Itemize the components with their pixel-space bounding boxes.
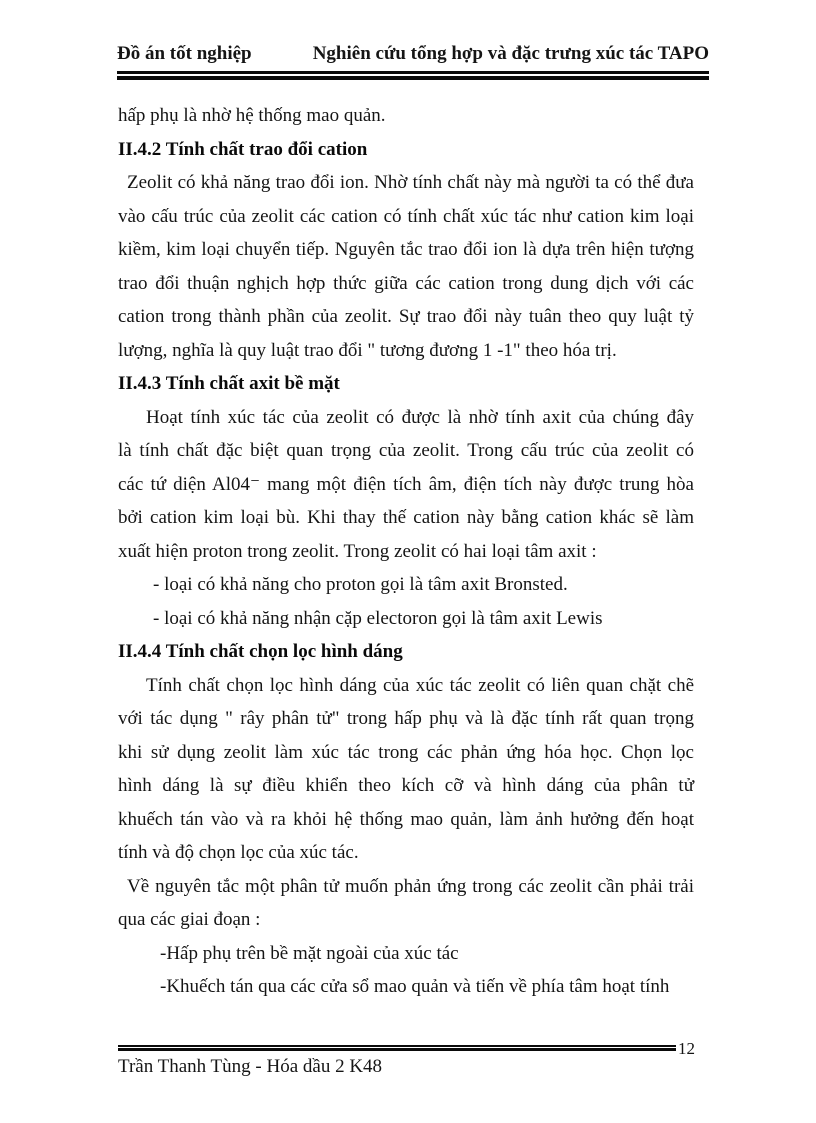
- page-number: 12: [678, 1039, 695, 1058]
- header-divider-rule: [117, 71, 709, 80]
- list-item-line: - loại có khả năng nhận cặp electoron gọi là tâm axit Lewis: [153, 607, 603, 629]
- text-line: khi sử dụng zeolit làm xúc tác trong các phản ứng hóa học. Chọn lọc: [118, 741, 694, 763]
- text-line: Hoạt tính xúc tác của zeolit có được là nhờ tính axit của chúng đây: [146, 406, 694, 428]
- text-line: Về nguyên tắc một phân tử muốn phản ứng trong các zeolit cần phải trải: [127, 875, 694, 897]
- text-line: trao đổi thuận nghịch hợp thức giữa các cation trong dung dịch với các: [118, 272, 694, 294]
- text-line: hình dáng là sự điều khiển theo kích cỡ và hình dáng của phân tử: [118, 775, 694, 796]
- section-heading: II.4.2 Tính chất trao đổi cation: [118, 138, 368, 160]
- header-left-title: Đồ án tốt nghiệp: [117, 43, 252, 64]
- text-line: khuếch tán vào và ra khỏi hệ thống mao quản, làm ảnh hưởng đến hoạt: [118, 808, 694, 830]
- document-body: [118, 99, 694, 1004]
- text-line: qua các giai đoạn :: [118, 909, 261, 930]
- text-line: Tính chất chọn lọc hình dáng của xúc tác zeolit có liên quan chặt chẽ: [146, 674, 694, 696]
- text-line: cation trong thành phần của zeolit. Sự trao đổi này tuân theo quy luật tỷ: [118, 306, 694, 327]
- text-line: là tính chất đặc biệt quan trọng của zeolit. Trong cấu trúc của zeolit có: [118, 440, 694, 461]
- list-item-line: -Hấp phụ trên bề mặt ngoài của xúc tác: [160, 942, 459, 964]
- footer-divider-rule: [118, 1045, 676, 1051]
- text-line: kiềm, kim loại chuyển tiếp. Nguyên tắc trao đổi ion là dựa trên hiện tượng: [118, 239, 694, 260]
- section-heading: II.4.3 Tính chất axit bề mặt: [118, 373, 340, 394]
- list-item-line: - loại có khả năng cho proton gọi là tâm axit Bronsted.: [153, 574, 568, 595]
- text-line: xuất hiện proton trong zeolit. Trong zeolit có hai loại tâm axit :: [118, 540, 597, 562]
- text-line: Zeolit có khả năng trao đổi ion. Nhờ tính chất này mà người ta có thể đưa: [127, 172, 694, 193]
- header-right-title: Nghiên cứu tổng hợp và đặc trưng xúc tác TAPO: [312, 43, 709, 64]
- text-line: lượng, nghĩa là quy luật trao đổi " tương đương 1 -1" theo hóa trị.: [118, 339, 617, 361]
- list-item-line: -Khuếch tán qua các cửa sổ mao quản và tiến về phía tâm hoạt tính: [160, 976, 670, 997]
- footer-author: Trần Thanh Tùng - Hóa dầu 2 K48: [118, 1056, 383, 1077]
- section-heading: II.4.4 Tính chất chọn lọc hình dáng: [118, 641, 403, 662]
- text-line: bởi cation kim loại bù. Khi thay thế cation này bằng cation khác sẽ làm: [118, 507, 694, 528]
- text-line: vào cấu trúc của zeolit các cation có tính chất xúc tác như cation kim loại: [118, 205, 694, 227]
- text-line: các tứ diện Al04⁻ mang một điện tích âm, điện tích này được trung hòa: [118, 473, 694, 495]
- text-line: với tác dụng " rây phân tử" trong hấp phụ và là đặc tính rất quan trọng: [118, 708, 694, 729]
- text-line: hấp phụ là nhờ hệ thống mao quản.: [118, 105, 386, 126]
- page-header: [117, 42, 709, 66]
- text-line: tính và độ chọn lọc của xúc tác.: [118, 842, 359, 863]
